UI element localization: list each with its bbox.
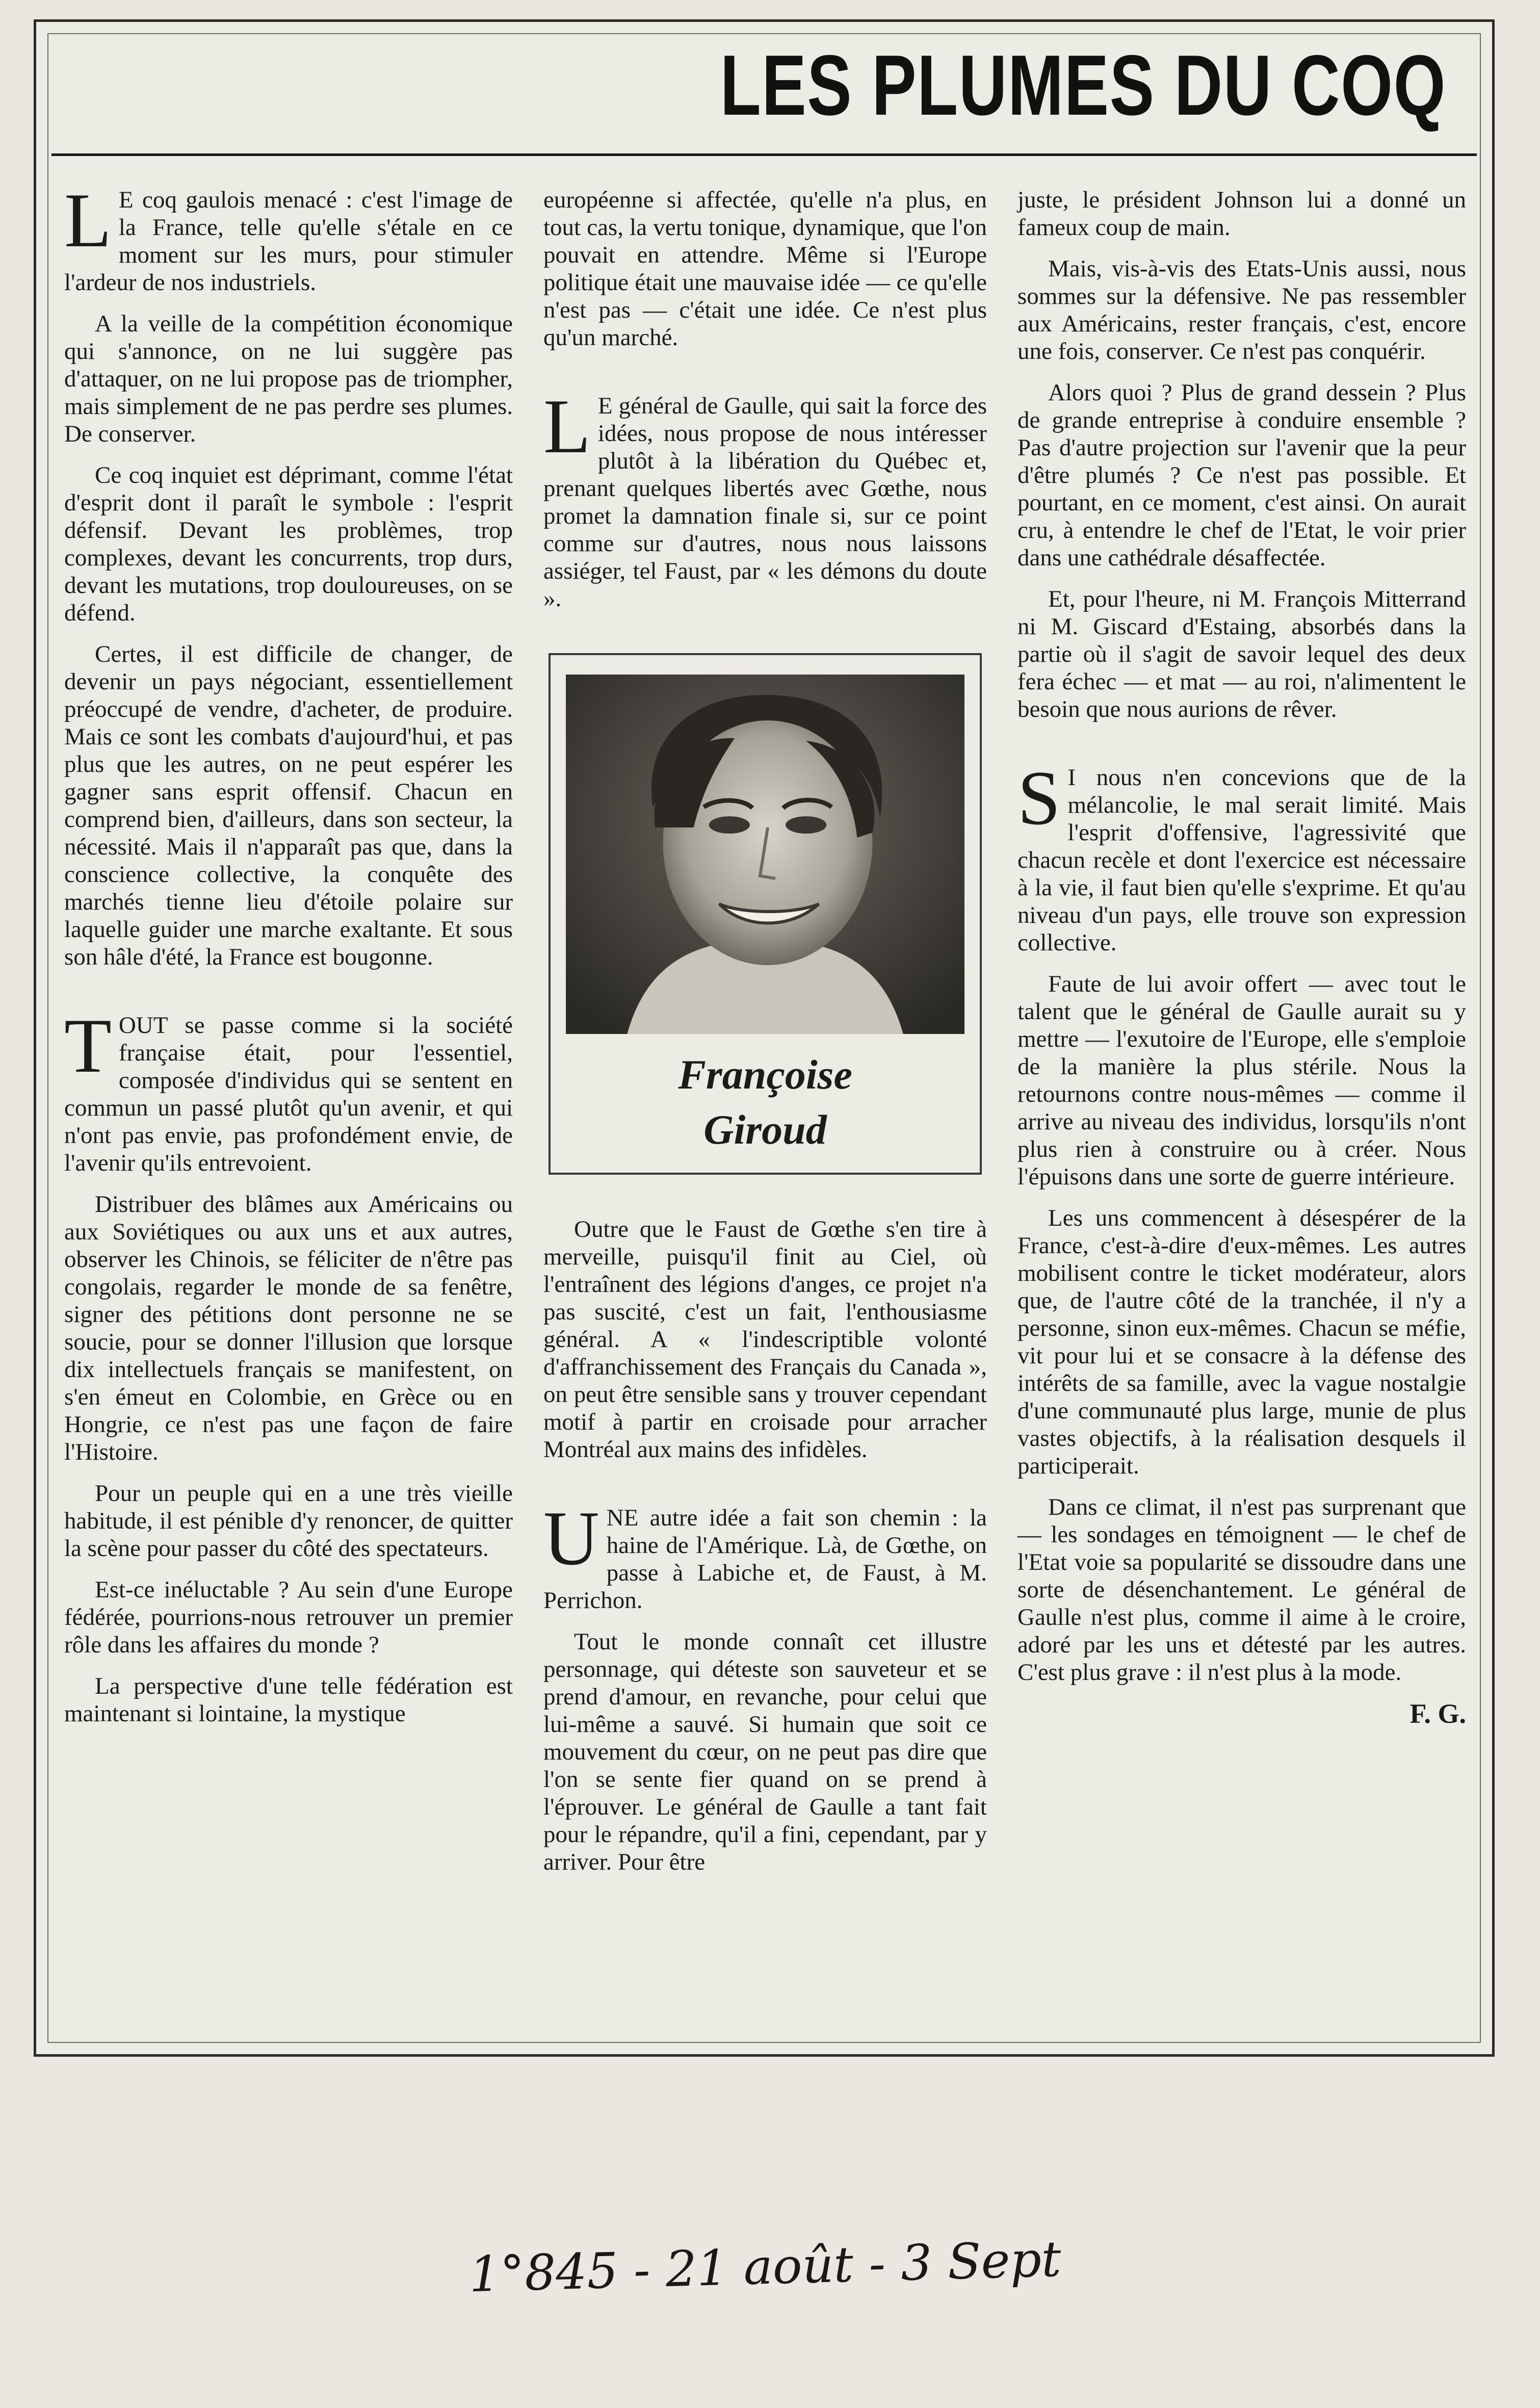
- paragraph-text: I nous n'en concevions que de la mélancolie, le mal serait limité. Mais l'esprit d'offensive, l'agressivité que chacun recèle et dont l'exercice est nécessaire à la vie, il faut bien qu'elle s'exprime. Et qu'au niveau d'un pays, elle trouve son expression collective.: [1017, 764, 1466, 956]
- paragraph: [64, 177, 513, 296]
- author-name-caption: [566, 1047, 964, 1157]
- paragraph: Faute de lui avoir offert — avec tout le talent que le général de Gaulle aurait su y mettre — l'exutoire de l'Europe, elle s'emploie de la manière la plus stérile. Nous la retournons contre nous-mêmes — comme il arrive au niveau des individus, lorsqu'ils n'ont plus rien à construire ou à créer. Nous l'épuisons dans une sorte de guerre intérieure.: [1017, 971, 1466, 1190]
- paragraph: Ce coq inquiet est déprimant, comme l'état d'esprit dont il paraît le symbole : l'esprit défensif. Devant les problèmes, trop complexes, devant les concurrents, trop durs, devant les mutations, trop douloureuses, on se défend.: [64, 462, 513, 626]
- paragraph: Les uns commencent à désespérer de la France, c'est-à-dire d'eux-mêmes. Les autres mobilisent contre le ticket modérateur, alors que, de l'autre côté de la tranchée, il n'y a personne, sinon eux-mêmes. Chacun se méfie, vit pour lui et se consacre à la défense des intérêts de sa famille, avec la vague nostalgie d'une communauté plus large, munie de plus vastes objectifs, à la réalisation desquels il participerait.: [1017, 1205, 1466, 1479]
- paragraph: Pour un peuple qui en a une très vieille habitude, il est pénible d'y renoncer, de quitter la scène pour passer du côté des spectateurs.: [64, 1480, 513, 1562]
- headline-rule: [51, 153, 1477, 156]
- paragraph: Distribuer des blâmes aux Américains ou aux Soviétiques ou aux uns et aux autres, observer les Chinois, se féliciter de n'être pas congolais, regarder le monde de sa fenêtre, signer des pétitions dont personne ne se soucie, pour se donner l'illusion que lorsque dix intellectuels français se manifestent, on s'en émeut en Colombie, en Grèce ou en Hongrie, ce n'est pas une façon de faire l'Histoire.: [64, 1191, 513, 1465]
- paragraph: Outre que le Faust de Gœthe s'en tire à merveille, puisqu'il finit au Ciel, où l'entraînent des légions d'anges, ce projet n'a pas suscité, c'est un fait, l'enthousiasme général. A « l'indescriptible volonté d'affranchissement des Français du Canada », on peut être sensible sans y trouver cependant motif à partir en croisade pour arracher Montréal aux mains des infidèles.: [543, 1216, 987, 1463]
- paragraph: Alors quoi ? Plus de grand dessein ? Plus de grande entreprise à conduire ensemble ? Pas d'autre projection sur l'avenir que la peur d'être plumés ? Ce n'est pas possible. Et pourtant, en ce moment, c'est ainsi. On aurait cru, à entendre le chef de l'Etat, le voir prier dans une cathédrale désaffectée.: [1017, 379, 1466, 571]
- small-caps-lead: NE: [606, 1505, 639, 1531]
- paragraph: [64, 1003, 513, 1177]
- paragraph: La perspective d'une telle fédération est maintenant si lointaine, la mystique: [64, 1673, 513, 1727]
- author-signature: F. G.: [1410, 1698, 1466, 1729]
- paragraph: Tout le monde connaît cet illustre personnage, qui déteste son sauveteur et se prend d'amour, en revanche, pour celui que lui-même a sauvé. Si humain que soit ce mouvement du cœur, on ne peut pas dire que l'on se sente fier quand on se prend à l'éprouver. Le général de Gaulle a tant fait pour le répandre, qu'il a fini, cependant, par y arriver. Pour être: [543, 1628, 987, 1875]
- author-last-name: Giroud: [703, 1106, 827, 1153]
- paragraph: Et, pour l'heure, ni M. François Mitterrand ni M. Giscard d'Estaing, absorbés dans la partie où il s'agit de savoir lequel des deux fera échec — et mat — au roi, n'alimentent le besoin que nous aurions de rêver.: [1017, 586, 1466, 722]
- newspaper-clipping: [34, 19, 1495, 2057]
- drop-cap: S: [1017, 755, 1061, 841]
- author-first-name: Françoise: [678, 1051, 852, 1098]
- small-caps-lead: OUT: [118, 1012, 168, 1039]
- paragraph-text: se passe comme si la société française était, pour l'essentiel, composée d'individus qui se sentent en commun un passé plutôt qu'un avenir, et qui n'ont pas envie, pas profondément envie, de l'avenir qu'ils entrevoient.: [64, 1012, 513, 1176]
- column-2: [543, 186, 987, 1889]
- portrait-image: [566, 675, 964, 1034]
- drop-cap: T: [64, 1003, 112, 1089]
- author-photo-box: [549, 653, 982, 1175]
- author-portrait: [566, 675, 964, 1034]
- paragraph: Mais, vis-à-vis des Etats-Unis aussi, nous sommes sur la défensive. Ne pas ressembler aux Américains, rester français, c'est, encore une fois, conserver. Ce n'est pas conquérir.: [1017, 255, 1466, 365]
- paragraph: [543, 1495, 987, 1614]
- column-1: [64, 177, 513, 1741]
- drop-cap: U: [543, 1495, 599, 1581]
- paragraph: [543, 383, 987, 612]
- paragraph: Est-ce inéluctable ? Au sein d'une Europe fédérée, pourrions-nous retrouver un premier rôle dans les affaires du monde ?: [64, 1576, 513, 1658]
- article-headline: LES PLUMES DU COQ: [720, 37, 1446, 133]
- paragraph: européenne si affectée, qu'elle n'a plus, en tout cas, la vertu tonique, dynamique, que l'on pouvait en attendre. Même si l'Europe politique était une mauvaise idée — ce qu'elle n'est pas — c'était une idée. Ce n'est plus qu'un marché.: [543, 187, 987, 351]
- column-3: [1017, 186, 1466, 1741]
- paragraph: A la veille de la compétition économique qui s'annonce, on ne lui suggère pas d'attaquer, on ne lui propose pas de triompher, mais simplement de ne pas perdre ses plumes. De conserver.: [64, 310, 513, 447]
- paragraph-text: E général de Gaulle, qui sait la force des idées, nous propose de nous intéresser plutôt à la libération du Québec et, prenant quelques libertés avec Gœthe, nous promet la damnation finale si, sur ce point comme sur d'autres, nous nous laissons assiéger, tel Faust, par « les démons du doute ».: [543, 393, 987, 612]
- handwritten-note: 1°845 - 21 août - 3 Sept: [468, 2230, 1062, 2303]
- paragraph: Dans ce climat, il n'est pas surprenant que — les sondages en témoignent — le chef de l'Etat voie sa popularité se dissoudre dans une sorte de désenchantement. Le général de Gaulle n'est plus, comme il aime à le croire, adoré par les uns et détesté par les autres. C'est plus grave : il n'est plus à la mode.: [1017, 1494, 1466, 1686]
- paragraph: juste, le président Johnson lui a donné un fameux coup de main.: [1017, 187, 1466, 241]
- paragraph: [1017, 755, 1466, 956]
- paragraph-text: E coq gaulois menacé : c'est l'image de la France, telle qu'elle s'étale en ce moment sur les murs, pour stimuler l'ardeur de nos industriels.: [64, 187, 513, 296]
- drop-cap: L: [64, 177, 112, 263]
- drop-cap: L: [543, 383, 591, 469]
- paragraph-text: autre idée a fait son chemin : la haine de l'Amérique. Là, de Gœthe, on passe à Labiche et, de Faust, à M. Perrichon.: [543, 1505, 987, 1614]
- paragraph: Certes, il est difficile de changer, de devenir un pays négociant, essentiellement préoccupé de vendre, d'acheter, de produire. Mais ce sont les combats d'aujourd'hui, et pas plus que les autres, on ne peut espérer les gagner sans esprit offensif. Chacun en comprend bien, d'ailleurs, dans son secteur, la nécessité. Mais il n'apparaît pas que, dans la conscience collective, la conquête des marchés tienne lieu d'étoile polaire sur laquelle guider une marche exaltante. Et sous son hâle d'été, la France est bougonne.: [64, 641, 513, 970]
